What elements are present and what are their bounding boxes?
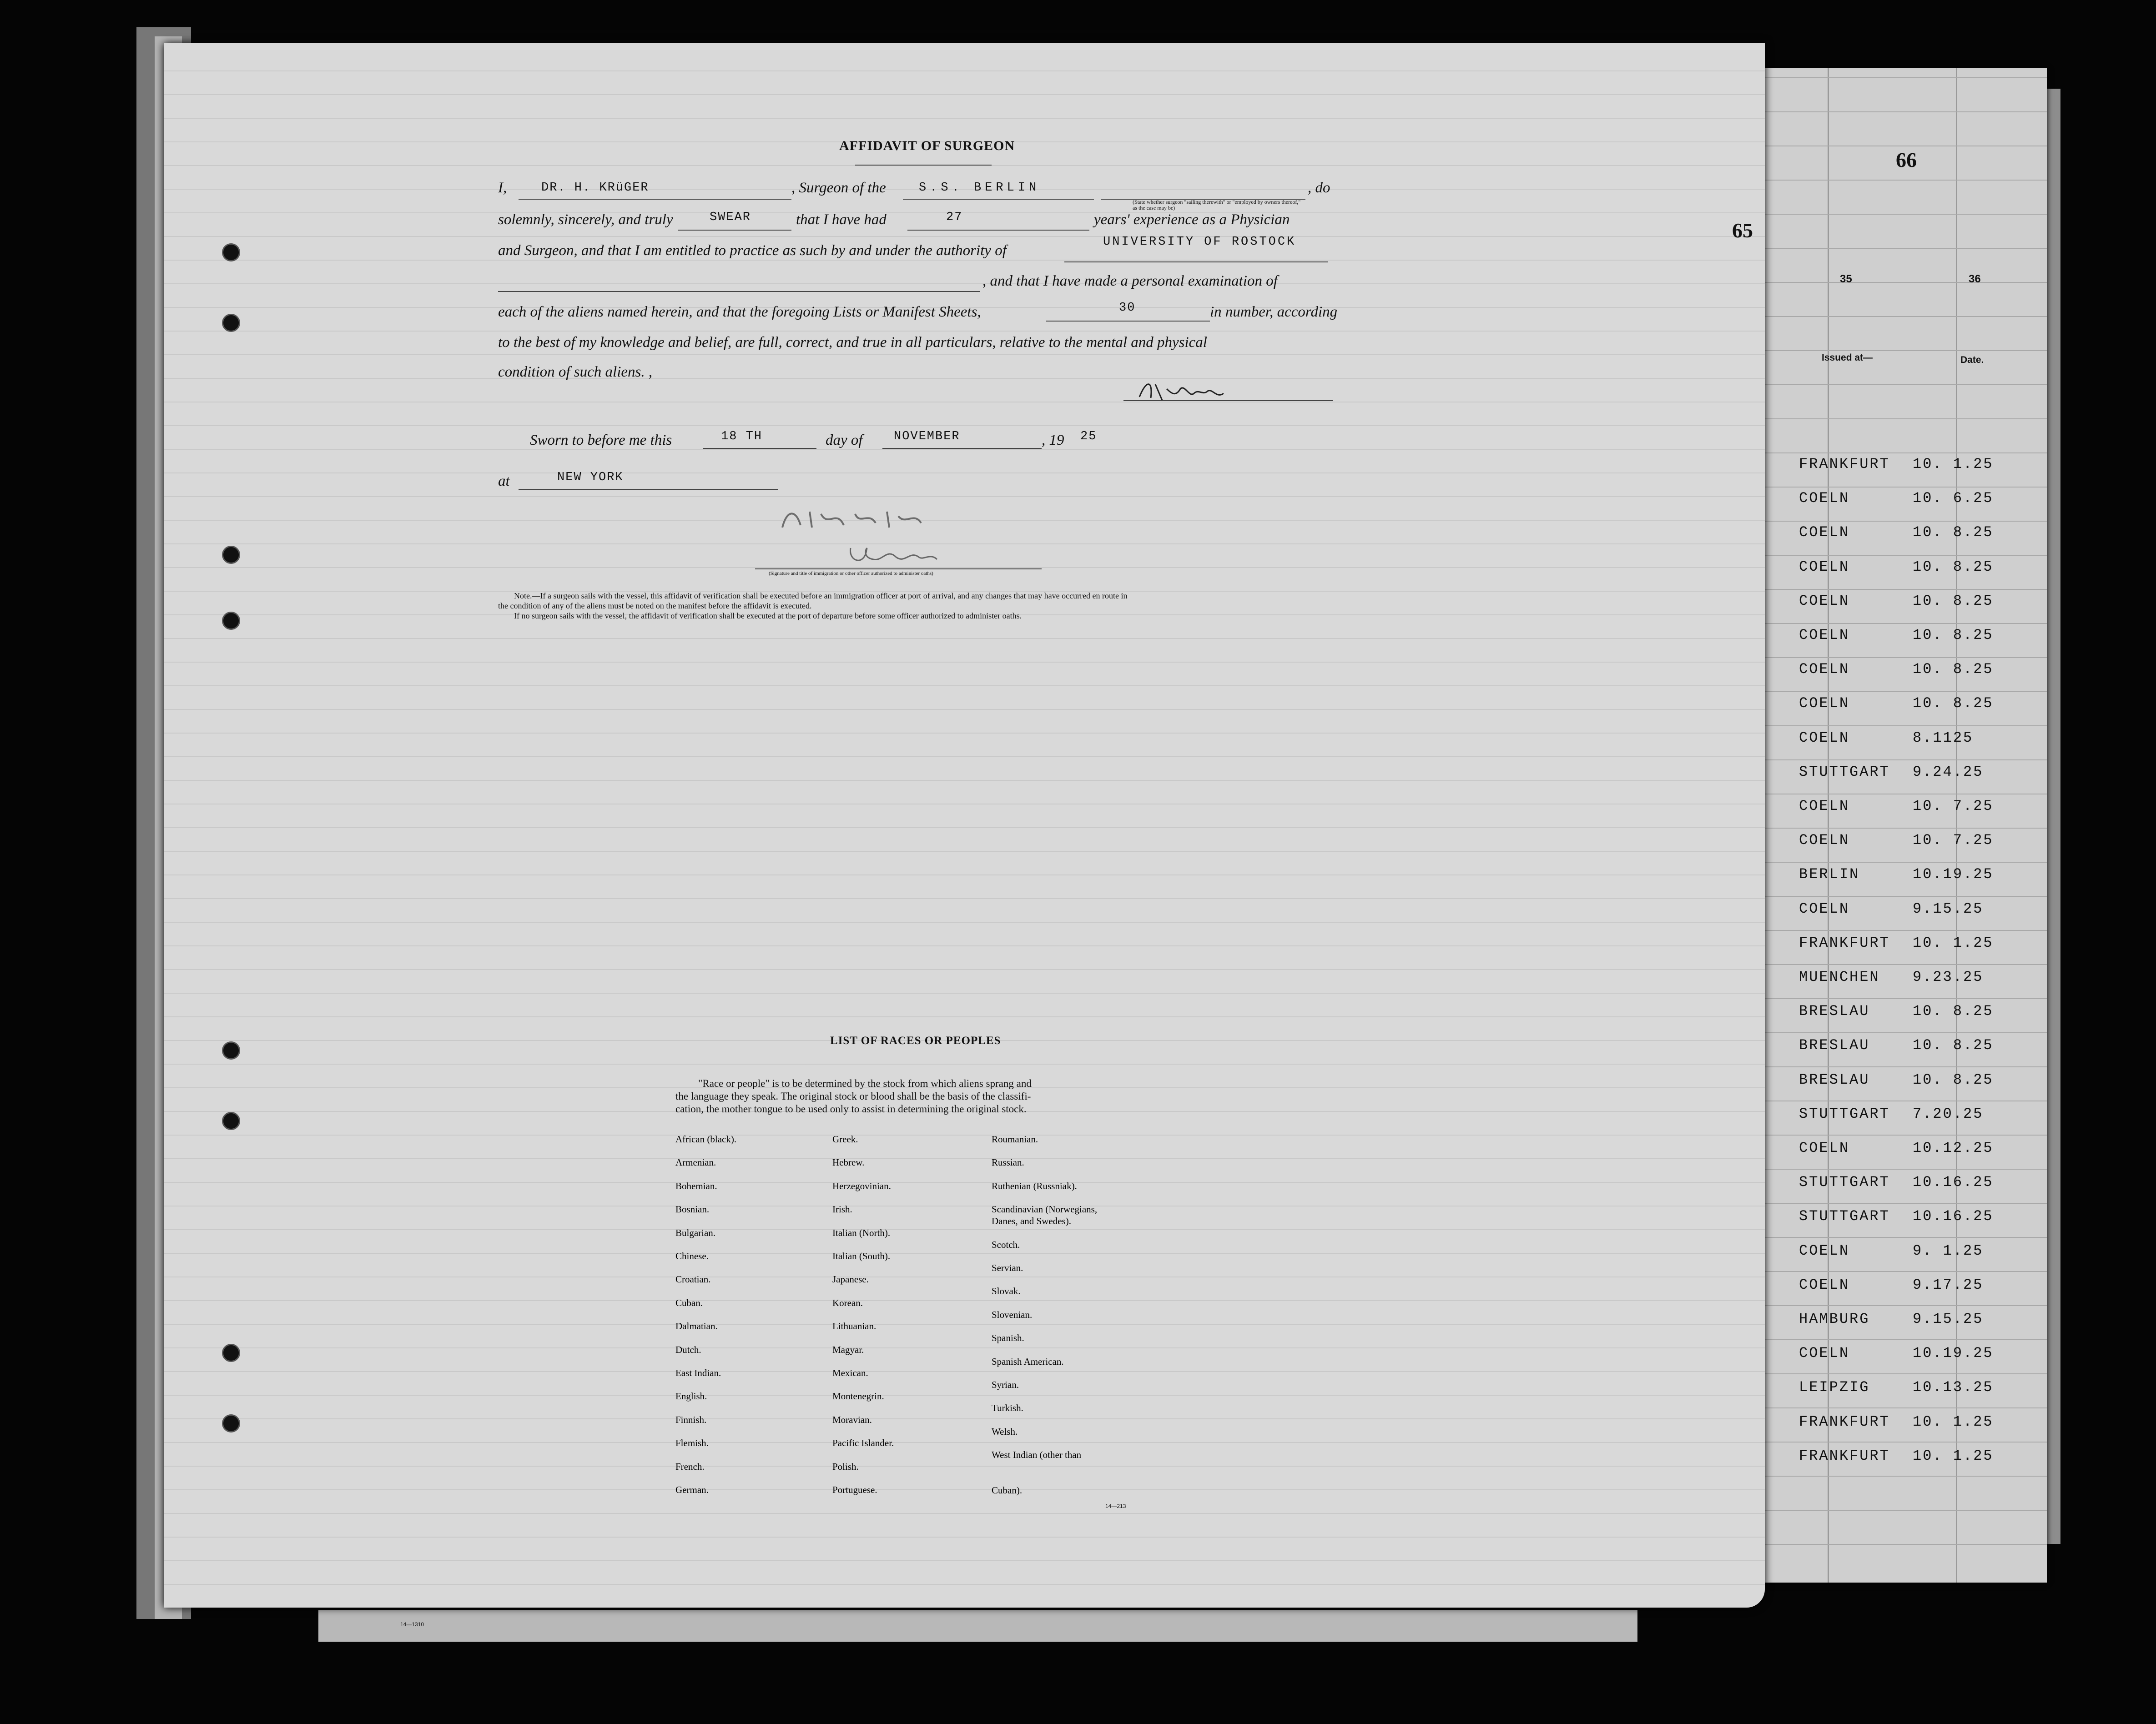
oath-line [678, 230, 791, 231]
table-rule [1756, 248, 2047, 249]
issued-at-cell: STUTTGART [1799, 1208, 1890, 1225]
ruled-line [164, 378, 1765, 379]
ruled-line [164, 1442, 1765, 1443]
line4-text: , and that I have made a personal examination of [982, 273, 1278, 289]
ruled-line [164, 1135, 1765, 1136]
race-entry: Cuban). [992, 1484, 1023, 1496]
issued-at-cell: COELN [1799, 490, 1850, 507]
date-cell: 10. 7.25 [1913, 832, 1994, 849]
race-entry: Lithuanian. [832, 1321, 877, 1332]
date-cell: 9.15.25 [1913, 1311, 1984, 1327]
page-number-right: 66 [1896, 148, 1917, 171]
issued-at-cell: BRESLAU [1799, 1037, 1870, 1054]
races-form-number: 14—213 [1105, 1503, 1126, 1509]
table-rule [1756, 759, 2047, 760]
ruled-line [164, 1300, 1765, 1301]
issued-at-cell: COELN [1799, 798, 1850, 814]
ruled-line [164, 922, 1765, 923]
ruled-line [164, 685, 1765, 686]
ruled-line [164, 1584, 1765, 1585]
ruled-line [164, 662, 1765, 663]
table-rule [1756, 316, 2047, 317]
ruled-line [164, 449, 1765, 450]
affidavit-sheet [164, 43, 1765, 1608]
line2-mid: that I have had [796, 211, 887, 228]
officer-signature [846, 539, 964, 571]
race-entry: Korean. [832, 1297, 863, 1308]
col-number-35: 35 [1840, 273, 1852, 285]
issued-at-cell: BRESLAU [1799, 1071, 1870, 1088]
table-rule [1756, 555, 2047, 556]
table-rule [1756, 1373, 2047, 1374]
issued-at-cell: BRESLAU [1799, 1003, 1870, 1020]
ruled-line [164, 236, 1765, 237]
date-cell: 9.23.25 [1913, 969, 1984, 985]
race-entry: Portuguese. [832, 1484, 877, 1495]
signature-line [1123, 400, 1333, 401]
race-entry: Servian. [992, 1262, 1023, 1273]
ruled-line [164, 354, 1765, 355]
col-number-36: 36 [1969, 273, 1981, 285]
race-entry: Cuban. [675, 1297, 703, 1308]
issued-at-cell: FRANKFURT [1799, 1413, 1890, 1430]
table-rule [1756, 1271, 2047, 1272]
title-rule [855, 165, 992, 166]
table-rule [1756, 691, 2047, 692]
lower-page-strip [318, 1610, 1637, 1642]
oath-word: SWEAR [710, 211, 751, 224]
issued-at-cell: LEIPZIG [1799, 1379, 1870, 1396]
binder-hole [222, 546, 240, 564]
date-cell: 9. 1.25 [1913, 1242, 1984, 1259]
note-line-3: If no surgeon sails with the vessel, the affidavit of verification shall be executed at the port of departure before some officer authorized to administer oaths. [514, 611, 1022, 620]
ruled-line [164, 756, 1765, 757]
issued-at-cell: FRANKFURT [1799, 456, 1890, 472]
issued-at-cell: STUTTGART [1799, 1174, 1890, 1191]
table-rule [1756, 418, 2047, 419]
sworn-mid: day of [826, 432, 863, 448]
race-entry: Chinese. [675, 1251, 709, 1262]
ruled-line [164, 993, 1765, 994]
race-entry: Syrian. [992, 1379, 1019, 1390]
ruled-line [164, 1537, 1765, 1538]
issued-at-cell: COELN [1799, 627, 1850, 643]
date-cell: 10.19.25 [1913, 866, 1994, 883]
table-rule [1756, 487, 2047, 488]
ruled-line [164, 567, 1765, 568]
date-cell: 10. 7.25 [1913, 798, 1994, 814]
ruled-line [164, 1395, 1765, 1396]
note-line-2: the condition of any of the aliens must be noted on the manifest before the affidavit is executed. [498, 601, 812, 610]
issued-at-cell: COELN [1799, 695, 1850, 712]
officer-stamp [778, 500, 937, 537]
table-rule [1756, 930, 2047, 931]
table-rule [1756, 1032, 2047, 1033]
race-entry: Turkish. [992, 1402, 1023, 1414]
date-cell: 10. 8.25 [1913, 1037, 1994, 1054]
ruled-line [164, 945, 1765, 946]
date-cell: 10. 8.25 [1913, 558, 1994, 575]
race-entry: Roumanian. [992, 1134, 1038, 1145]
race-entry: Bosnian. [675, 1204, 710, 1215]
table-rule [1756, 1169, 2047, 1170]
binder-hole [222, 612, 240, 630]
ruled-line [164, 1489, 1765, 1490]
date-cell: 10. 8.25 [1913, 592, 1994, 609]
authority-name: UNIVERSITY OF ROSTOCK [1103, 235, 1296, 249]
at-prefix: at [498, 473, 510, 489]
ruled-line [164, 1513, 1765, 1514]
surgeon-name-line [519, 199, 791, 200]
ruled-line [164, 969, 1765, 970]
issued-at-cell: COELN [1799, 558, 1850, 575]
date-cell: 10. 8.25 [1913, 1071, 1994, 1088]
date-cell: 10. 8.25 [1913, 1003, 1994, 1020]
ruled-line [164, 1229, 1765, 1230]
authority-continued-line [498, 291, 980, 292]
sworn-prefix: Sworn to before me this [530, 432, 672, 448]
date-cell: 10. 8.25 [1913, 524, 1994, 541]
race-entry: Welsh. [992, 1426, 1018, 1437]
surgeon-name: DR. H. KRüGER [541, 181, 649, 195]
ruled-line [164, 212, 1765, 213]
issued-at-cell: COELN [1799, 1276, 1850, 1293]
page-number-left: 65 [1732, 219, 1753, 242]
line5-suffix: in number, according [1210, 304, 1338, 320]
table-rule [1756, 1237, 2047, 1238]
race-entry: French. [675, 1461, 705, 1472]
sworn-day-line [703, 448, 816, 449]
issued-at-cell: COELN [1799, 1140, 1850, 1156]
binder-hole [222, 1344, 240, 1362]
date-cell: 10. 6.25 [1913, 490, 1994, 507]
race-entry: Danes, and Swedes). [992, 1216, 1071, 1227]
ruled-line [164, 543, 1765, 544]
note-line-1: Note.—If a surgeon sails with the vessel, this affidavit of verification shall be executed before an immigration officer at port of arrival, and any changes that may have occurred en route in [514, 591, 1128, 600]
race-entry: Bohemian. [675, 1180, 717, 1191]
issued-at-cell: COELN [1799, 1345, 1850, 1362]
race-entry: Slovenian. [992, 1309, 1033, 1320]
sheet-count: 30 [1119, 301, 1136, 315]
ruled-line [164, 1466, 1765, 1467]
binder-hole [222, 314, 240, 332]
race-entry: Mexican. [832, 1367, 868, 1378]
affidavit-title: AFFIDAVIT OF SURGEON [839, 138, 1015, 153]
sworn-year: 25 [1080, 430, 1097, 443]
ruled-line [164, 851, 1765, 852]
table-rule [1756, 1066, 2047, 1067]
table-rule [1756, 521, 2047, 522]
race-entry: Slovak. [992, 1286, 1021, 1297]
race-entry: Montenegrin. [832, 1391, 884, 1402]
ruled-line [164, 1418, 1765, 1419]
sworn-place: NEW YORK [557, 471, 624, 484]
table-rule [1756, 964, 2047, 965]
officer-caption: (Signature and title of immigration or other officer authorized to administer oaths) [769, 571, 933, 576]
line6-text: to the best of my knowledge and belief, are full, correct, and true in all particulars, relative to the mental and physical [498, 334, 1207, 351]
race-entry: Bulgarian. [675, 1227, 716, 1238]
line1-prefix: I, [498, 180, 507, 196]
ruled-line [164, 1371, 1765, 1372]
date-cell: 10.16.25 [1913, 1174, 1994, 1191]
bottom-form-number: 14—1310 [400, 1621, 424, 1628]
issued-at-cell: FRANKFURT [1799, 934, 1890, 951]
ruled-line [164, 118, 1765, 119]
issued-at-cell: COELN [1799, 592, 1850, 609]
table-rule [1756, 452, 2047, 453]
race-entry: Russian. [992, 1157, 1024, 1168]
ruled-line [164, 1347, 1765, 1348]
table-rule [1756, 350, 2047, 351]
ruled-line [164, 283, 1765, 284]
issued-at-cell: FRANKFURT [1799, 1447, 1890, 1464]
ruled-line [164, 1560, 1765, 1561]
race-entry: English. [675, 1391, 707, 1402]
date-cell: 9.24.25 [1913, 763, 1984, 780]
issued-at-cell: STUTTGART [1799, 763, 1890, 780]
races-title: LIST OF RACES OR PEOPLES [830, 1035, 1001, 1047]
race-entry: German. [675, 1484, 709, 1495]
race-entry: Herzegovinian. [832, 1180, 891, 1191]
ruled-line [164, 1253, 1765, 1254]
date-cell: 10.19.25 [1913, 1345, 1994, 1362]
races-intro-3: cation, the mother tongue to be used only to assist in determining the original stock. [675, 1103, 1027, 1115]
race-entry: Italian (North). [832, 1227, 891, 1238]
issued-at-cell: COELN [1799, 729, 1850, 746]
table-rule [1756, 1544, 2047, 1545]
ruled-line [164, 780, 1765, 781]
date-cell: 10.16.25 [1913, 1208, 1994, 1225]
issued-at-cell: BERLIN [1799, 866, 1860, 883]
ship-name: S.S. BERLIN [919, 181, 1040, 195]
ruled-line [164, 1016, 1765, 1017]
table-rule [1756, 998, 2047, 999]
issued-at-cell: COELN [1799, 1242, 1850, 1259]
sworn-year-prefix: , 19 [1042, 432, 1064, 448]
binder-hole [222, 1041, 240, 1060]
issued-at-cell: HAMBURG [1799, 1311, 1870, 1327]
races-intro-1: "Race or people" is to be determined by the stock from which aliens sprang and [698, 1078, 1032, 1089]
races-intro-2: the language they speak. The original stock or blood shall be the basis of the classifi- [675, 1091, 1031, 1102]
binder-hole [222, 1112, 240, 1130]
ruled-line [164, 70, 1765, 71]
race-entry: Magyar. [832, 1344, 864, 1355]
line7-text: condition of such aliens. , [498, 364, 653, 380]
date-cell: 9.17.25 [1913, 1276, 1984, 1293]
date-cell: 10. 1.25 [1913, 456, 1994, 472]
race-entry: Spanish American. [992, 1356, 1064, 1367]
race-entry: Polish. [832, 1461, 859, 1472]
ruled-line [164, 331, 1765, 332]
table-rule [1756, 589, 2047, 590]
table-rule [1756, 725, 2047, 726]
line1-suffix: , do [1308, 180, 1330, 196]
table-rule [1756, 1442, 2047, 1443]
table-rule [1756, 1510, 2047, 1511]
table-rule [1756, 1203, 2047, 1204]
table-rule [1756, 623, 2047, 624]
race-entry: West Indian (other than [992, 1449, 1082, 1461]
race-entry: African (black). [675, 1134, 737, 1145]
issued-at-cell: COELN [1799, 524, 1850, 541]
table-rule [1756, 1305, 2047, 1306]
ship-name-line [903, 199, 1094, 200]
col-header-date: Date. [1960, 355, 1984, 365]
issued-at-cell: COELN [1799, 832, 1850, 849]
ruled-line [164, 1064, 1765, 1065]
sworn-month-line [882, 448, 1042, 449]
date-cell: 10. 8.25 [1913, 695, 1994, 712]
table-rule [1756, 1339, 2047, 1340]
ruled-line [164, 496, 1765, 497]
race-entry: East Indian. [675, 1367, 721, 1378]
race-entry: Irish. [832, 1204, 852, 1215]
table-rule [1756, 896, 2047, 897]
sworn-place-line [519, 489, 778, 490]
race-entry: Scandinavian (Norwegians, [992, 1204, 1098, 1215]
date-cell: 9.15.25 [1913, 900, 1984, 917]
race-entry: Croatian. [675, 1274, 711, 1285]
line5-prefix: each of the aliens named herein, and that the foregoing Lists or Manifest Sheets, [498, 304, 981, 320]
table-rule [1756, 77, 2047, 78]
race-entry: Spanish. [992, 1332, 1024, 1344]
officer-signature-line [755, 568, 1042, 569]
race-entry: Hebrew. [832, 1157, 865, 1168]
date-cell: 10. 8.25 [1913, 661, 1994, 678]
race-entry: Pacific Islander. [832, 1438, 894, 1449]
ruled-line [164, 638, 1765, 639]
ruled-line [164, 425, 1765, 426]
table-rule [1756, 657, 2047, 658]
ruled-line [164, 733, 1765, 734]
table-rule [1756, 1135, 2047, 1136]
issued-at-cell: MUENCHEN [1799, 969, 1880, 985]
date-cell: 10. 8.25 [1913, 627, 1994, 643]
table-rule [1756, 384, 2047, 385]
years-line [907, 230, 1089, 231]
race-entry: Italian (South). [832, 1251, 891, 1262]
table-rule [1756, 214, 2047, 215]
table-rule [1756, 862, 2047, 863]
issued-at-cell: COELN [1799, 661, 1850, 678]
ruled-line [164, 94, 1765, 95]
race-entry: Scotch. [992, 1239, 1020, 1250]
line1-mid: , Surgeon of the [791, 180, 886, 196]
race-entry: Dutch. [675, 1344, 701, 1355]
issued-at-cell: COELN [1799, 900, 1850, 917]
date-cell: 7.20.25 [1913, 1105, 1984, 1122]
line2-suffix: years' experience as a Physician [1094, 211, 1290, 228]
date-cell: 10.13.25 [1913, 1379, 1994, 1396]
race-entry: Flemish. [675, 1438, 709, 1449]
ruled-line [164, 1158, 1765, 1159]
ruled-line [164, 827, 1765, 828]
date-cell: 8.1125 [1913, 729, 1974, 746]
binder-hole [222, 243, 240, 261]
race-entry: Greek. [832, 1134, 858, 1145]
race-entry: Dalmatian. [675, 1321, 718, 1332]
line2-prefix: solemnly, sincerely, and truly [498, 211, 673, 228]
authority-line [1064, 261, 1328, 262]
line3-text: and Surgeon, and that I am entitled to practice as such by and under the authority of [498, 242, 1007, 259]
ruled-line [164, 898, 1765, 899]
race-entry: Armenian. [675, 1157, 716, 1168]
date-cell: 10. 1.25 [1913, 934, 1994, 951]
ruled-line [164, 709, 1765, 710]
binder-hole [222, 1414, 240, 1432]
table-rule [1756, 282, 2047, 283]
col-header-issued-at: Issued at— [1822, 352, 1873, 363]
race-entry: Moravian. [832, 1414, 872, 1425]
race-entry: Ruthenian (Russniak). [992, 1180, 1077, 1191]
race-entry: Finnish. [675, 1414, 707, 1425]
race-entry: Japanese. [832, 1274, 869, 1285]
ruled-line [164, 520, 1765, 521]
date-cell: 10. 1.25 [1913, 1413, 1994, 1430]
table-rule [1756, 111, 2047, 112]
issued-at-cell: STUTTGART [1799, 1105, 1890, 1122]
table-rule [1756, 1407, 2047, 1408]
surgeon-status-note: (State whether surgeon "sailing therewith" or "employed by owners thereof," as the case may be) [1133, 199, 1301, 211]
table-rule [1756, 1476, 2047, 1477]
ruled-line [164, 1324, 1765, 1325]
ruled-line [164, 260, 1765, 261]
date-cell: 10. 1.25 [1913, 1447, 1994, 1464]
sworn-day: 18 TH [721, 430, 763, 443]
surgeon-signature [1135, 375, 1280, 407]
years-experience: 27 [946, 211, 963, 224]
date-cell: 10.12.25 [1913, 1140, 1994, 1156]
ruled-line [164, 1182, 1765, 1183]
table-rule [1756, 828, 2047, 829]
table-rule [1756, 180, 2047, 181]
sworn-month: NOVEMBER [894, 430, 960, 443]
sheet-count-line [1046, 321, 1210, 322]
ruled-line [164, 472, 1765, 473]
